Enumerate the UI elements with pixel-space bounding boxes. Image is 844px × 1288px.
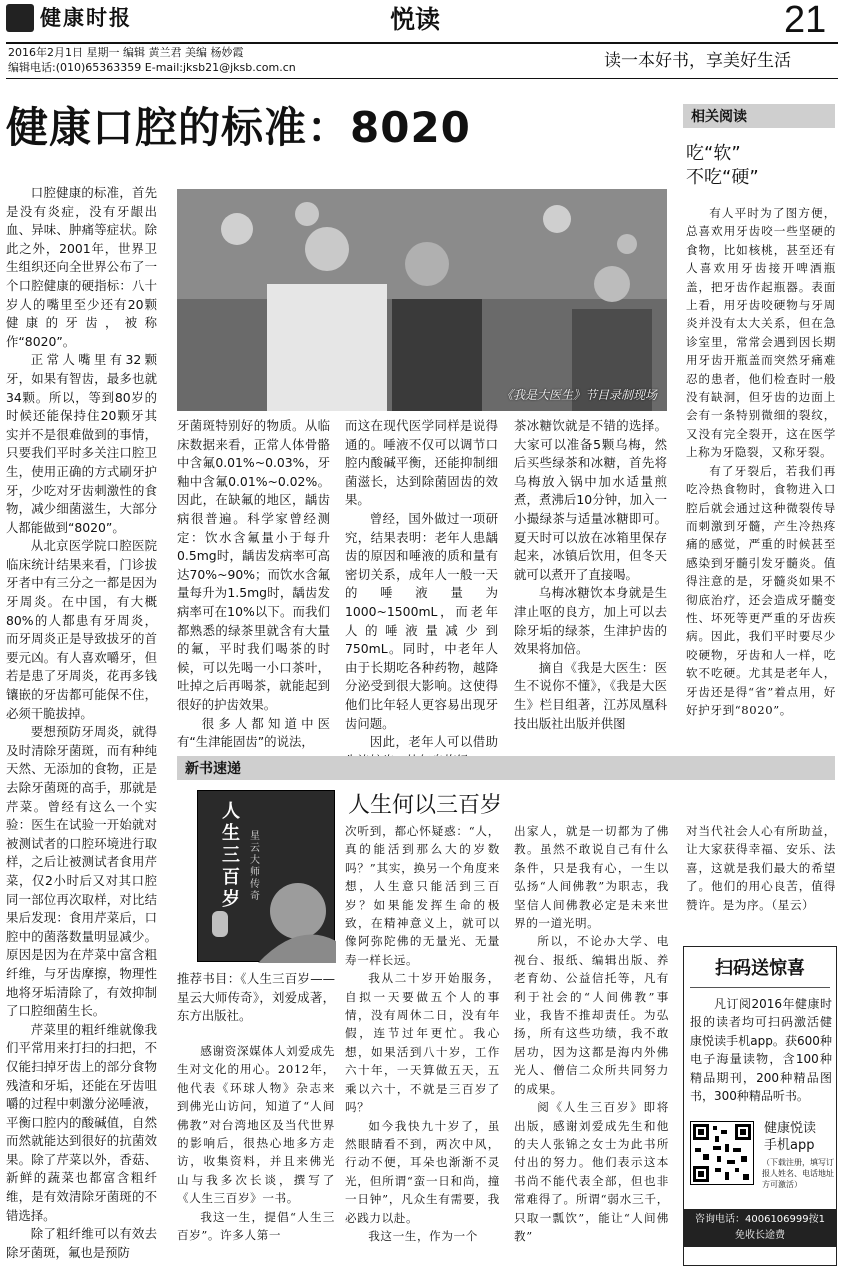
new-books-col4: [686, 822, 836, 932]
recommend-note: 推荐书目：《人生三百岁——星云大师传奇》，刘爱成著，东方出版社。: [177, 971, 335, 1024]
paragraph: 所以，不论办大学、电视台、报纸、编辑出版、养老育幼、公益信托等，凡有利于社会的“人间佛教”事业，我皆不推却责任。为弘扬，所有这些功绩，我不敢居功，因为这都是海内外佛光人、僧信二众所共同努力的成果。: [514, 934, 669, 1096]
paragraph: 如今我快九十岁了，虽然眼睛看不到，两次中风，行动不便，耳朵也渐渐不灵光，但所谓“蛮一日和尚，撞一日钟”，凡众生有需要，我必践力以赴。: [345, 1118, 500, 1225]
paragraph: 感谢资深媒体人刘爱成先生对文化的用心。2012年，他代表《环球人物》杂志来到佛光山访问，知道了“人间佛教”对台湾地区及当代世界的影响后，很热心地多方走访，收集资料，并且来佛光山与我多次长谈，撰写了《人生三百岁》一书。: [177, 1044, 335, 1206]
promo-title: 扫码送惊喜: [715, 958, 805, 979]
logo-icon: [6, 4, 34, 32]
main-article-col1: [6, 184, 157, 1286]
sidebar-body: [686, 204, 836, 752]
masthead-logo: [6, 4, 156, 32]
book-cover-subtitle: 星云大师传奇: [250, 831, 260, 902]
source-note: 摘自《我是大医生：医生不说你不懂》，《我是大医生》栏目组著，江苏凤凰科技出版社出版并供图: [514, 659, 667, 731]
paragraph: 茶冰糖饮就是不错的选择。大家可以准备5颗乌梅，然后买些绿茶和冰糖，首先将乌梅放入锅中加水适量煎煮，煮沸后10分钟，加入一小撮绿茶与适量冰糖即可。夏天时可以放在冰箱里保存起来，冰镇后饮用，但冬天就可以煮开了直接喝。: [514, 418, 667, 582]
paragraph: 曾经，国外做过一项研究，结果表明：老年人患龋齿的原因和唾液的质和量有密切关系，成年人一般一天的唾液量为1000~1500mL，而老年人的唾液量减少到750mL。同时，中老年人由于长期吃各种药物，越降分泌受到很大影响。这使得他们比年轻人更容易出现牙齿问题。: [345, 510, 498, 731]
paragraph: 从北京医学院口腔医院临床统计结果来看，门诊拔牙者中有三分之一都是因为牙周炎。在中国，有大概80%的人都患有牙周炎，而牙周炎正是导致拔牙的首要元凶。有人喜欢嚼牙，但若是患了牙周炎，花再多钱镶嵌的牙齿都可能保不住，必须干脆拔掉。: [6, 538, 157, 721]
paragraph: 我从二十岁开始服务，自拟一天要做五个人的事情，没有周休二日，没有年假，连节过年更忙。我心想，如果活到八十岁，工作六十年，一天算做五天，五乘以六十，不就是三百岁了吗？: [345, 971, 500, 1115]
sidebar-title: [686, 142, 759, 190]
paragraph: 乌梅冰糖饮本身就是生津止呕的良方，加上可以去除牙垢的绿茶，生津护齿的效果将加倍。: [514, 585, 667, 657]
paragraph: 口腔健康的标准，首先是没有炎症，没有牙龈出血、异味、肿痛等症状。除此之外，2001年，世界卫生组织还向全世界公布了一个口腔健康的硬指标：八十岁人的嘴里至少还有20颗健康的牙齿，被称作“8020”。: [6, 185, 157, 349]
sidebar-label: 相关阅读: [683, 104, 835, 128]
paragraph: 要想预防牙周炎，就得及时清除牙菌斑，而有种纯天然、无添加的食物，正是去除牙菌斑的高手，那就是芹菜。曾经有这么一个实验：医生在试验一开始就对被测试者的口腔环境进行取样，之后让被测试者食用芹菜，仅2小时后又对其口腔同一部位再次取样，对比结果后发现：食用芹菜后，口腔中的菌落数量明显减少。原因是因为在芹菜中富含粗纤维，与牙齿摩擦，物理性地将牙垢清除了，有效抑制了口腔细菌生长。: [6, 724, 157, 1019]
paragraph: 我这一生，提倡“人生三百岁”。许多人第一: [177, 1209, 335, 1243]
studio-scene-image: [177, 189, 667, 411]
paragraph: 而这在现代医学同样是说得通的。唾液不仅可以调节口腔内酸碱平衡，还能抑制细菌滋长，达到除菌固齿的效果。: [345, 418, 498, 508]
qr-code[interactable]: [690, 1121, 754, 1185]
paragraph: 阅《人生三百岁》即将出版，感谢刘爱成先生和他的夫人张锦之女士为此书所付出的努力。他们表示这本书尚不能代表全部，但也非常难得了。所谓“弱水三千，只取一瓢饮”，能让“人间佛教”: [514, 1100, 669, 1243]
promo-box: [683, 946, 837, 1266]
paragraph: 牙菌斑特别好的物质。从临床数据来看，正常人体骨骼中含氟0.01%~0.03%，牙釉中含氟0.01%~0.02%。因此，在缺氟的地区，龋齿病很普遍。科学家曾经测定：饮水含氟量小于每升0.5mg时，龋齿发病率可高达70%~90%；而饮水含氟量每升为1.5mg时，龋齿发病率可在10%以下。而我们都熟悉的绿茶里就含有大量的氟，平时我们喝茶的时候，可以先喝一小口茶叶，吐掉之后再喝茶，就能起到很好的护齿效果。: [177, 418, 330, 712]
qr-code-icon: [691, 1122, 753, 1184]
new-books-col3: [514, 822, 669, 1286]
paragraph: 除了粗纤维可以有效去除牙菌斑，氟也是预防: [6, 1226, 157, 1260]
phone-line: 咨询电话：4006106999按1: [695, 1214, 825, 1225]
paragraph: 有人平时为了图方便，总喜欢用牙齿咬一些坚硬的食物，比如核桃，甚至还有人喜欢用牙齿接开啤酒瓶盖，把牙齿作起瓶器。表面上看，用牙齿咬硬物与牙周炎并没有太大关系，但在急诊室里，常常会遇到因长期用牙齿开瓶盖而突然牙痛难忍的患者，他们检查时一般没有缺洞，但牙齿的边面上会有一条特别微细的裂纹，又没有完全裂开，这在医学上称为牙隐裂，又称牙裂。: [686, 206, 836, 460]
sidebar-title-line2: 不吃“硬”: [686, 167, 759, 188]
contact-line: 编辑电话:(010)65363359 E-mail:jksb21@jksb.com.cn: [8, 61, 296, 74]
paragraph: 有了牙裂后，若我们再吃冷热食物时，食物进入口腔后就会通过这种微裂传导而刺激到牙髓，产生冷热疼痛的感觉，严重的时候甚至感染到牙髓引发牙髓炎。值得注意的是，牙髓炎如果不彻底治疗，还会造成牙髓变性、坏死等更严重的牙齿疾病。因此，我们平时要尽少咬硬物，牙齿和人一样，吃软不吃硬。尤其是老年人，牙齿还是得“省”着点用，好好护牙到“8020”。: [686, 463, 836, 717]
paragraph: 出家人，就是一切都为了佛教。虽然不敢说自己有什么条件，只是我有心，一生以弘扬“人间佛教”为职志，我坚信人间佛教必定是未来世界的一道光明。: [514, 824, 669, 931]
main-article-col3: [345, 417, 498, 755]
paragraph: 因此，老年人可以借助: [369, 734, 498, 750]
paragraph: 芹菜里的粗纤维就像我们平常用来打扫的扫把，不仅能扫掉牙齿上的部分食物残渣和牙垢，还能在牙齿咀嚼的过程中刺激分泌唾液，平衡口腔内的酸碱值，自然而然就能达到很好的抗菌效果。除了芹菜以外，香菇、新鲜的蔬菜也都富含粗纤维，是有效清除牙菌斑的不错选择。: [6, 1021, 157, 1223]
article-photo: [177, 189, 667, 411]
page-number: 21: [784, 0, 827, 41]
new-books-col1: [177, 1042, 335, 1286]
sidebar-title-line1: 吃“软”: [686, 143, 741, 164]
new-books-col2: [345, 822, 500, 1286]
paragraph: 次听到，都心怀疑惑：“人，真的能活到那么大的岁数吗？”其实，换另一个角度来想，人生意只能活到三百岁？如果能发挥生命的极致，在精神意义上，就可以像阿弥陀佛的无量光、无量寿一样长远。: [345, 824, 500, 967]
paragraph: 对当代社会人心有所助益，让大家获得幸福、安乐、法喜，这就是我们最大的希望了。他们的用心良苦，值得赞许。是为序。（星云）: [686, 824, 836, 912]
monk-portrait-icon: [198, 791, 336, 963]
paragraph: 很多人都知道中医有“生津能固齿”的说法，: [177, 715, 330, 750]
logo-text: 健康时报: [40, 5, 132, 30]
new-books-title: 人生何以三百岁: [348, 793, 503, 818]
paragraph: 我这一生，作为一个: [368, 1228, 478, 1243]
photo-caption: 《我是大医生》节目录制现场: [500, 388, 657, 402]
phone-sub: 免收长途费: [735, 1230, 785, 1241]
promo-body: 凡订阅2016年健康时报的读者均可扫码激活健康悦读手机app。获600种电子海量读物，含100种精品期刊，200种精品图书，300种精品听书。: [690, 997, 832, 1104]
date-line: 2016年2月1日 星期一 编辑 黄兰君 美编 杨妙霞: [8, 46, 244, 59]
main-article-col4: [514, 417, 667, 755]
phone-bar: [683, 1209, 837, 1247]
headline: 健康口腔的标准：8020: [6, 103, 471, 152]
book-cover-title: 人生三百岁: [222, 801, 240, 910]
app-name: 健康悦读: [764, 1121, 817, 1136]
app-sub: 手机app: [764, 1138, 815, 1153]
new-books-label: 新书速递: [177, 756, 835, 780]
paragraph: 正常人嘴里有32颗牙，如果有智齿，最多也就34颗。所以，等到80岁的时候还能保持住20颗牙其实并不是很难做到的事情，只要我们平时多关注口腔卫生，使用正确的方式刷牙护牙，少吃对牙齿刺激性的食物，减少细菌滋生，大部分人都能做到“8020”。: [6, 352, 157, 535]
book-cover: [197, 790, 335, 962]
main-article-col2: [177, 417, 330, 755]
section-title: 悦读: [390, 5, 441, 34]
slogan: 读一本好书，享美好生活: [604, 51, 791, 71]
app-note: （下载注册，填写订报人姓名、电话地址方可激活）: [762, 1158, 834, 1189]
